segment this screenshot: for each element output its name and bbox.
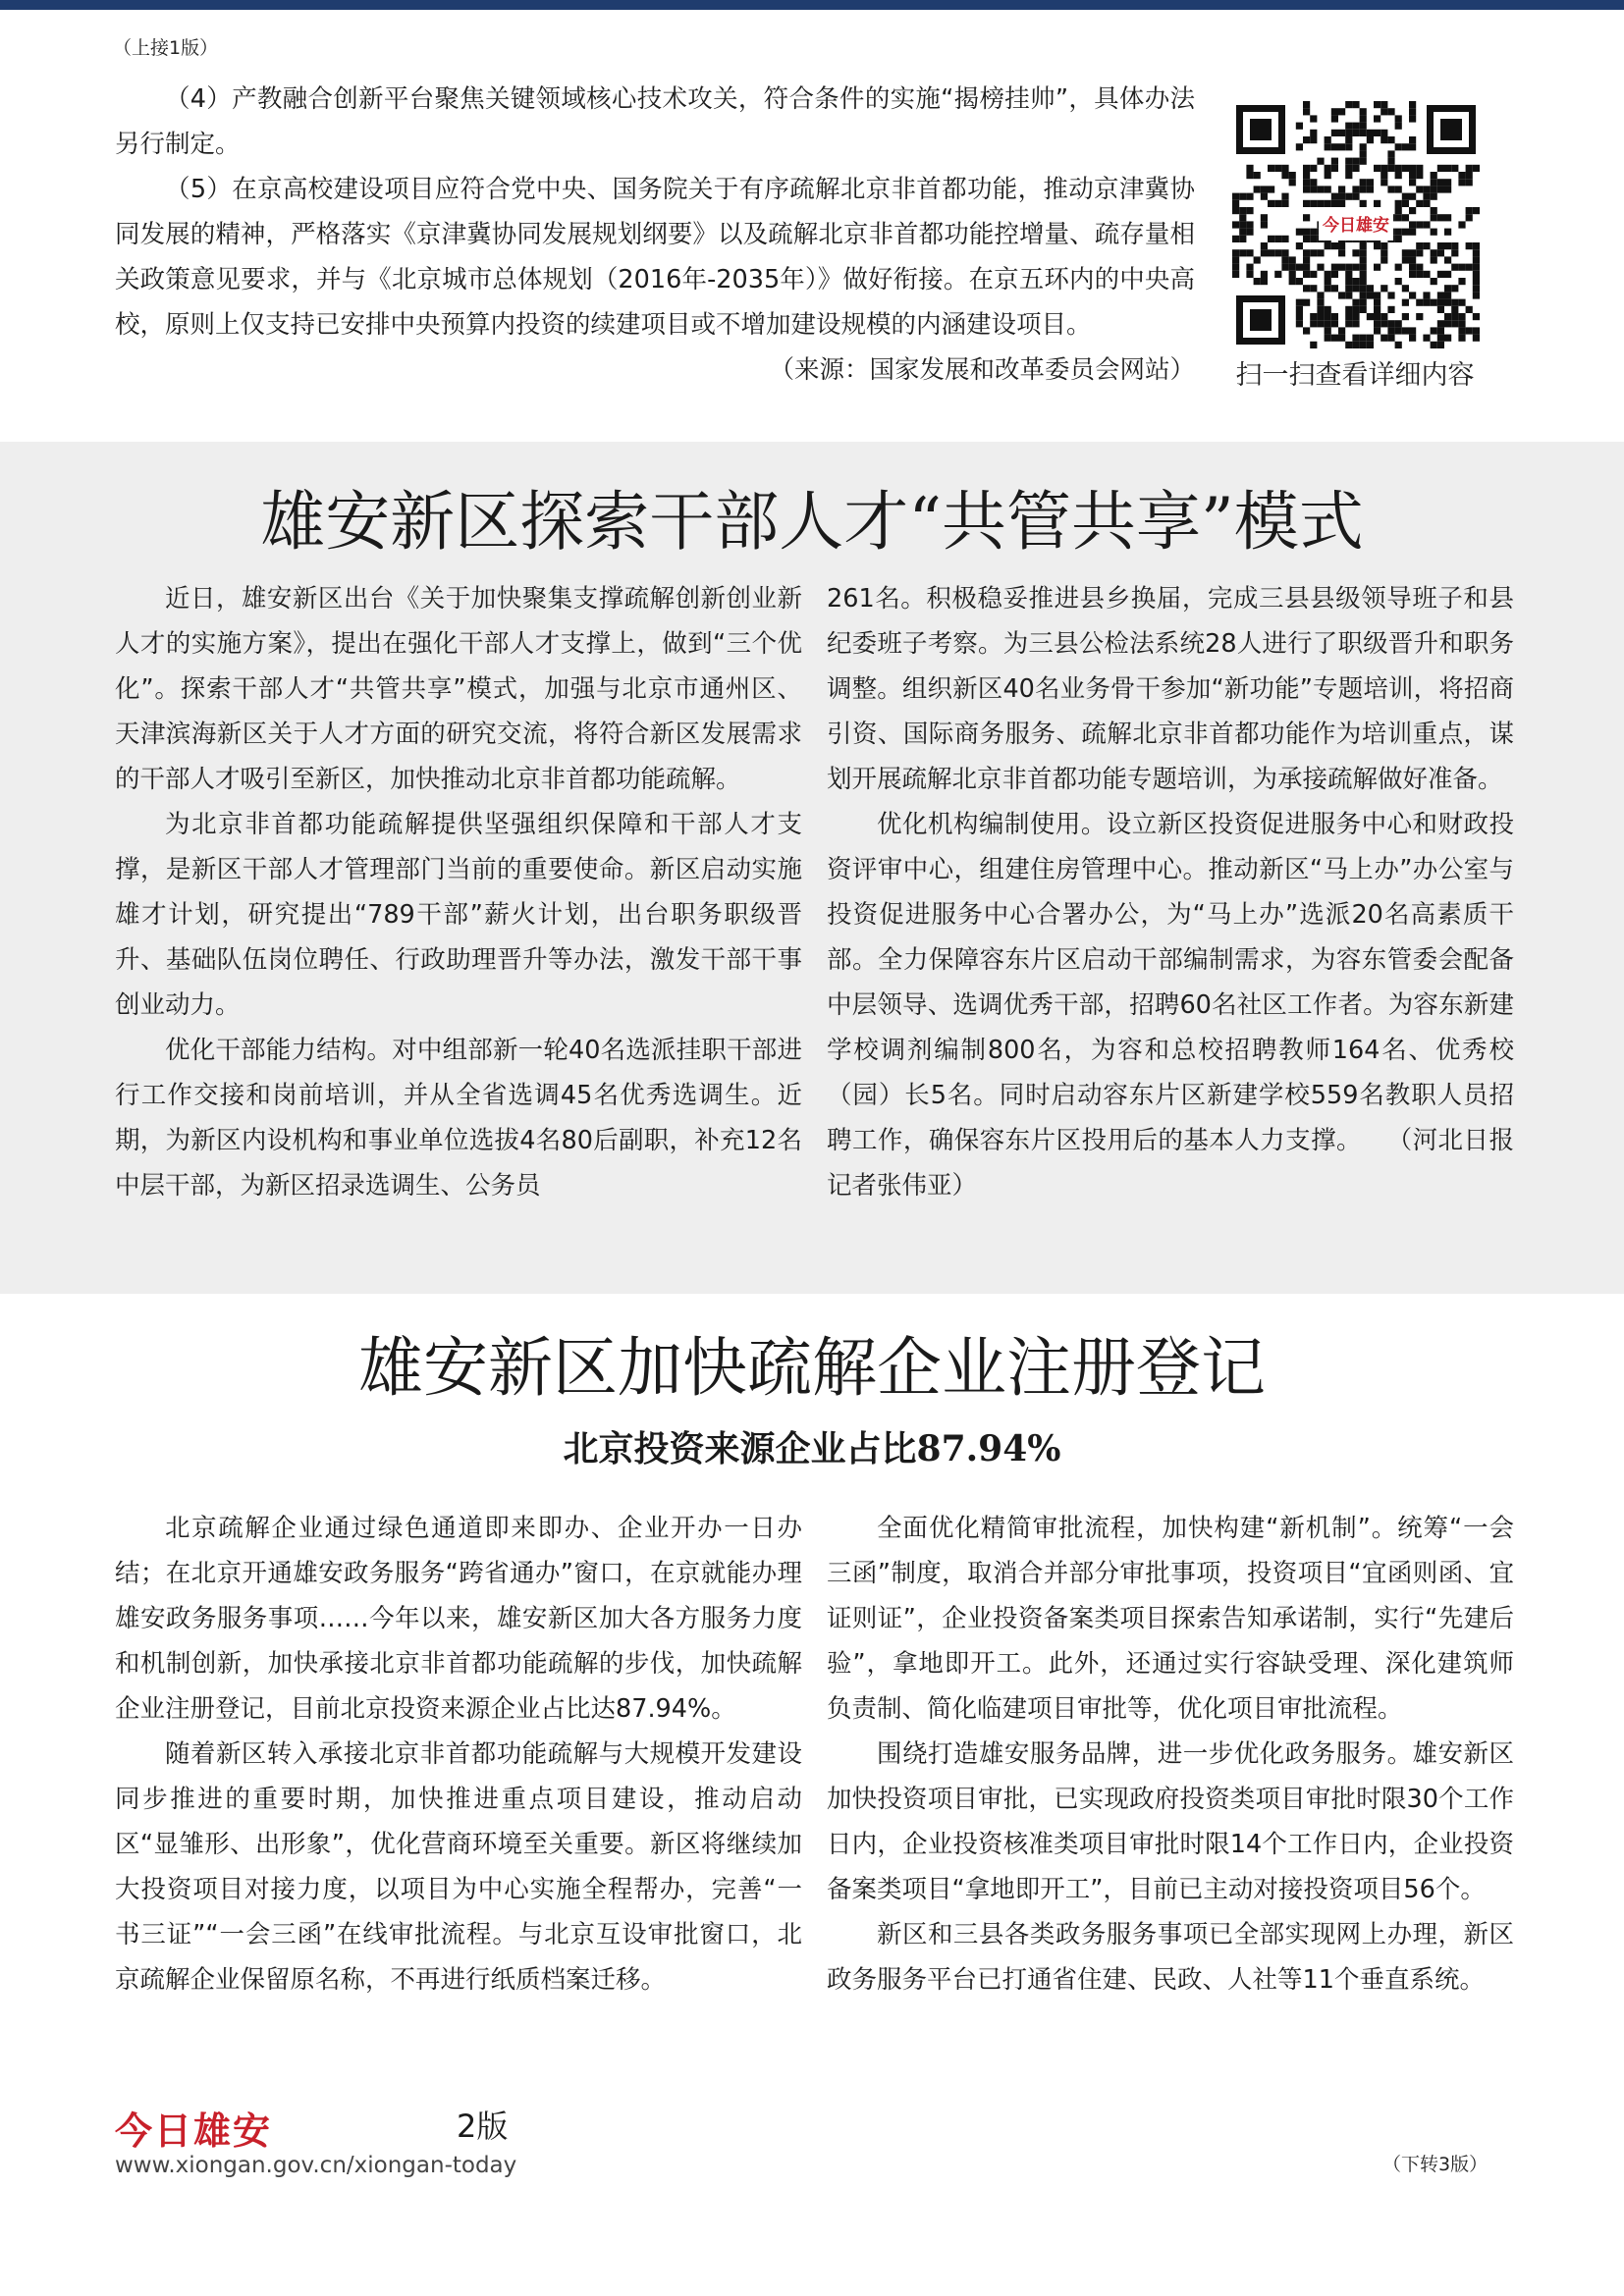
paragraph: （5）在京高校建设项目应符合党中央、国务院关于有序疏解北京非首都功能，推动京津冀协同发展的精神，严格落实《京津冀协同发展规划纲要》以及疏解北京非首都功能控增量、疏存量相关政策意见要求，并与《北京城市总体规划（2016年-2035年）》做好衔接。在京五环内的中央高校，原则上仅支持已安排中央预算内投资的续建项目或不增加建设规模的内涵建设项目。 （来源：国家发展和改革委员会网站） <box>115 167 1195 347</box>
footer-logo: 今日雄安 <box>115 2109 273 2153</box>
qr-logo: 今日雄安 <box>1323 216 1389 236</box>
byline: （河北日报 记者张伟亚） <box>827 1126 1514 1201</box>
paragraph: 为北京非首都功能疏解提供坚强组织保障和干部人才支撑，是新区干部人才管理部门当前的重要使命。新区启动实施雄才计划，研究提出“789干部”薪火计划，出台职务职级晋升、基础队伍岗位聘任、行政助理晋升等办法，激发干部干事创业动力。 <box>115 810 802 1020</box>
paragraph: 围绕打造雄安服务品牌，进一步优化政务服务。雄安新区加快投资项目审批，已实现政府投资类项目审批时限30个工作日内，企业投资核准类项目审批时限14个工作日内，企业投资备案类项目“拿地即开工”，目前已主动对接投资项目56个。 <box>827 1739 1514 1904</box>
article2-title: 雄安新区加快疏解企业注册登记 <box>358 1330 1266 1406</box>
paragraph: 优化干部能力结构。对中组部新一轮40名选派挂职干部进行工作交接和岗前培训，并从全省选调45名优秀选调生。近期，为新区内设机构和事业单位选拔4名80后副职，补充12名中层干部，为新区招录选调生、公务员 <box>115 1036 802 1201</box>
page-number: 2版 <box>457 2108 509 2145</box>
article2-subtitle: 北京投资来源企业占比87.94% <box>563 1428 1061 1469</box>
paragraph: 261名。积极稳妥推进县乡换届，完成三县县级领导班子和县纪委班子考察。为三县公检法系统28人进行了职级晋升和职务调整。组织新区40名业务骨干参加“新功能”专题培训，将招商引资、国际商务服务、疏解北京非首都功能作为培训重点，谋划开展疏解北京非首都功能专题培训，为承接疏解做好准备。 <box>827 584 1514 794</box>
paragraph: 随着新区转入承接北京非首都功能疏解与大规模开发建设同步推进的重要时期，加快推进重点项目建设，推动启动区“显雏形、出形象”，优化营商环境至关重要。新区将继续加大投资项目对接力度，以项目为中心实施全程帮办，完善“一书三证”“一会三函”在线审批流程。与北京互设审批窗口，北京疏解企业保留原名称，不再进行纸质档案迁移。 <box>115 1739 802 1995</box>
paragraph: 全面优化精简审批流程，加快构建“新机制”。统筹“一会三函”制度，取消合并部分审批事项，投资项目“宜函则函、宜证则证”，企业投资备案类项目探索告知承诺制，实行“先建后验”，拿地即开工。此外，还通过实行容缺受理、深化建筑师负责制、简化临建项目审批等，优化项目审批流程。 <box>827 1514 1514 1724</box>
source-credit: （来源：国家发展和改革委员会网站） <box>769 355 1195 385</box>
section1-text <box>115 77 1195 393</box>
continued-from-label: （上接1版） <box>113 37 219 59</box>
paragraph: 近日，雄安新区出台《关于加快聚集支撑疏解创新创业新人才的实施方案》，提出在强化干部人才支撑上，做到“三个优化”。探索干部人才“共管共享”模式，加强与北京市通州区、天津滨海新区关于人才方面的研究交流，将符合新区发展需求的干部人才吸引至新区，加快推动北京非首都功能疏解。 <box>115 584 802 794</box>
article2-left-column <box>115 1506 802 2002</box>
top-bar <box>0 0 1624 10</box>
qr-code[interactable] <box>1232 101 1480 348</box>
paragraph: （4）产教融合创新平台聚焦关键领域核心技术攻关，符合条件的实施“揭榜挂帅”，具体办法另行制定。 <box>115 84 1195 159</box>
article1-left-column <box>115 576 802 1208</box>
continued-to-label: （下转3版） <box>1382 2154 1489 2175</box>
paragraph: 优化机构编制使用。设立新区投资促进服务中心和财政投资评审中心，组建住房管理中心。推动新区“马上办”办公室与投资促进服务中心合署办公，为“马上办”选派20名高素质干部。全力保障容东片区启动干部编制需求，为容东管委会配备中层领导、选调优秀干部，招聘60名社区工作者。为容东新建学校调剂编制800名，为容和总校招聘教师164名、优秀校（园）长5名。同时启动容东片区新建学校559名教职人员招聘工作，确保容东片区投用后的基本人力支撑。 （河北日报 记者张伟亚） <box>827 810 1514 1201</box>
paragraph: 新区和三县各类政务服务事项已全部实现网上办理，新区政务服务平台已打通省住建、民政、人社等11个垂直系统。 <box>827 1920 1514 1995</box>
article2-right-column <box>827 1506 1514 2002</box>
qr-caption: 扫一扫查看详细内容 <box>1235 360 1475 391</box>
article1-title: 雄安新区探索干部人才“共管共享”模式 <box>260 484 1364 560</box>
paragraph: 北京疏解企业通过绿色通道即来即办、企业开办一日办结；在北京开通雄安政务服务“跨省通办”窗口，在京就能办理雄安政务服务事项……今年以来，雄安新区加大各方服务力度和机制创新，加快承接北京非首都功能疏解的步伐，加快疏解企业注册登记，目前北京投资来源企业占比达87.94%。 <box>115 1514 802 1724</box>
footer-url[interactable]: www.xiongan.gov.cn/xiongan-today <box>115 2153 517 2178</box>
article1-right-column <box>827 576 1514 1208</box>
